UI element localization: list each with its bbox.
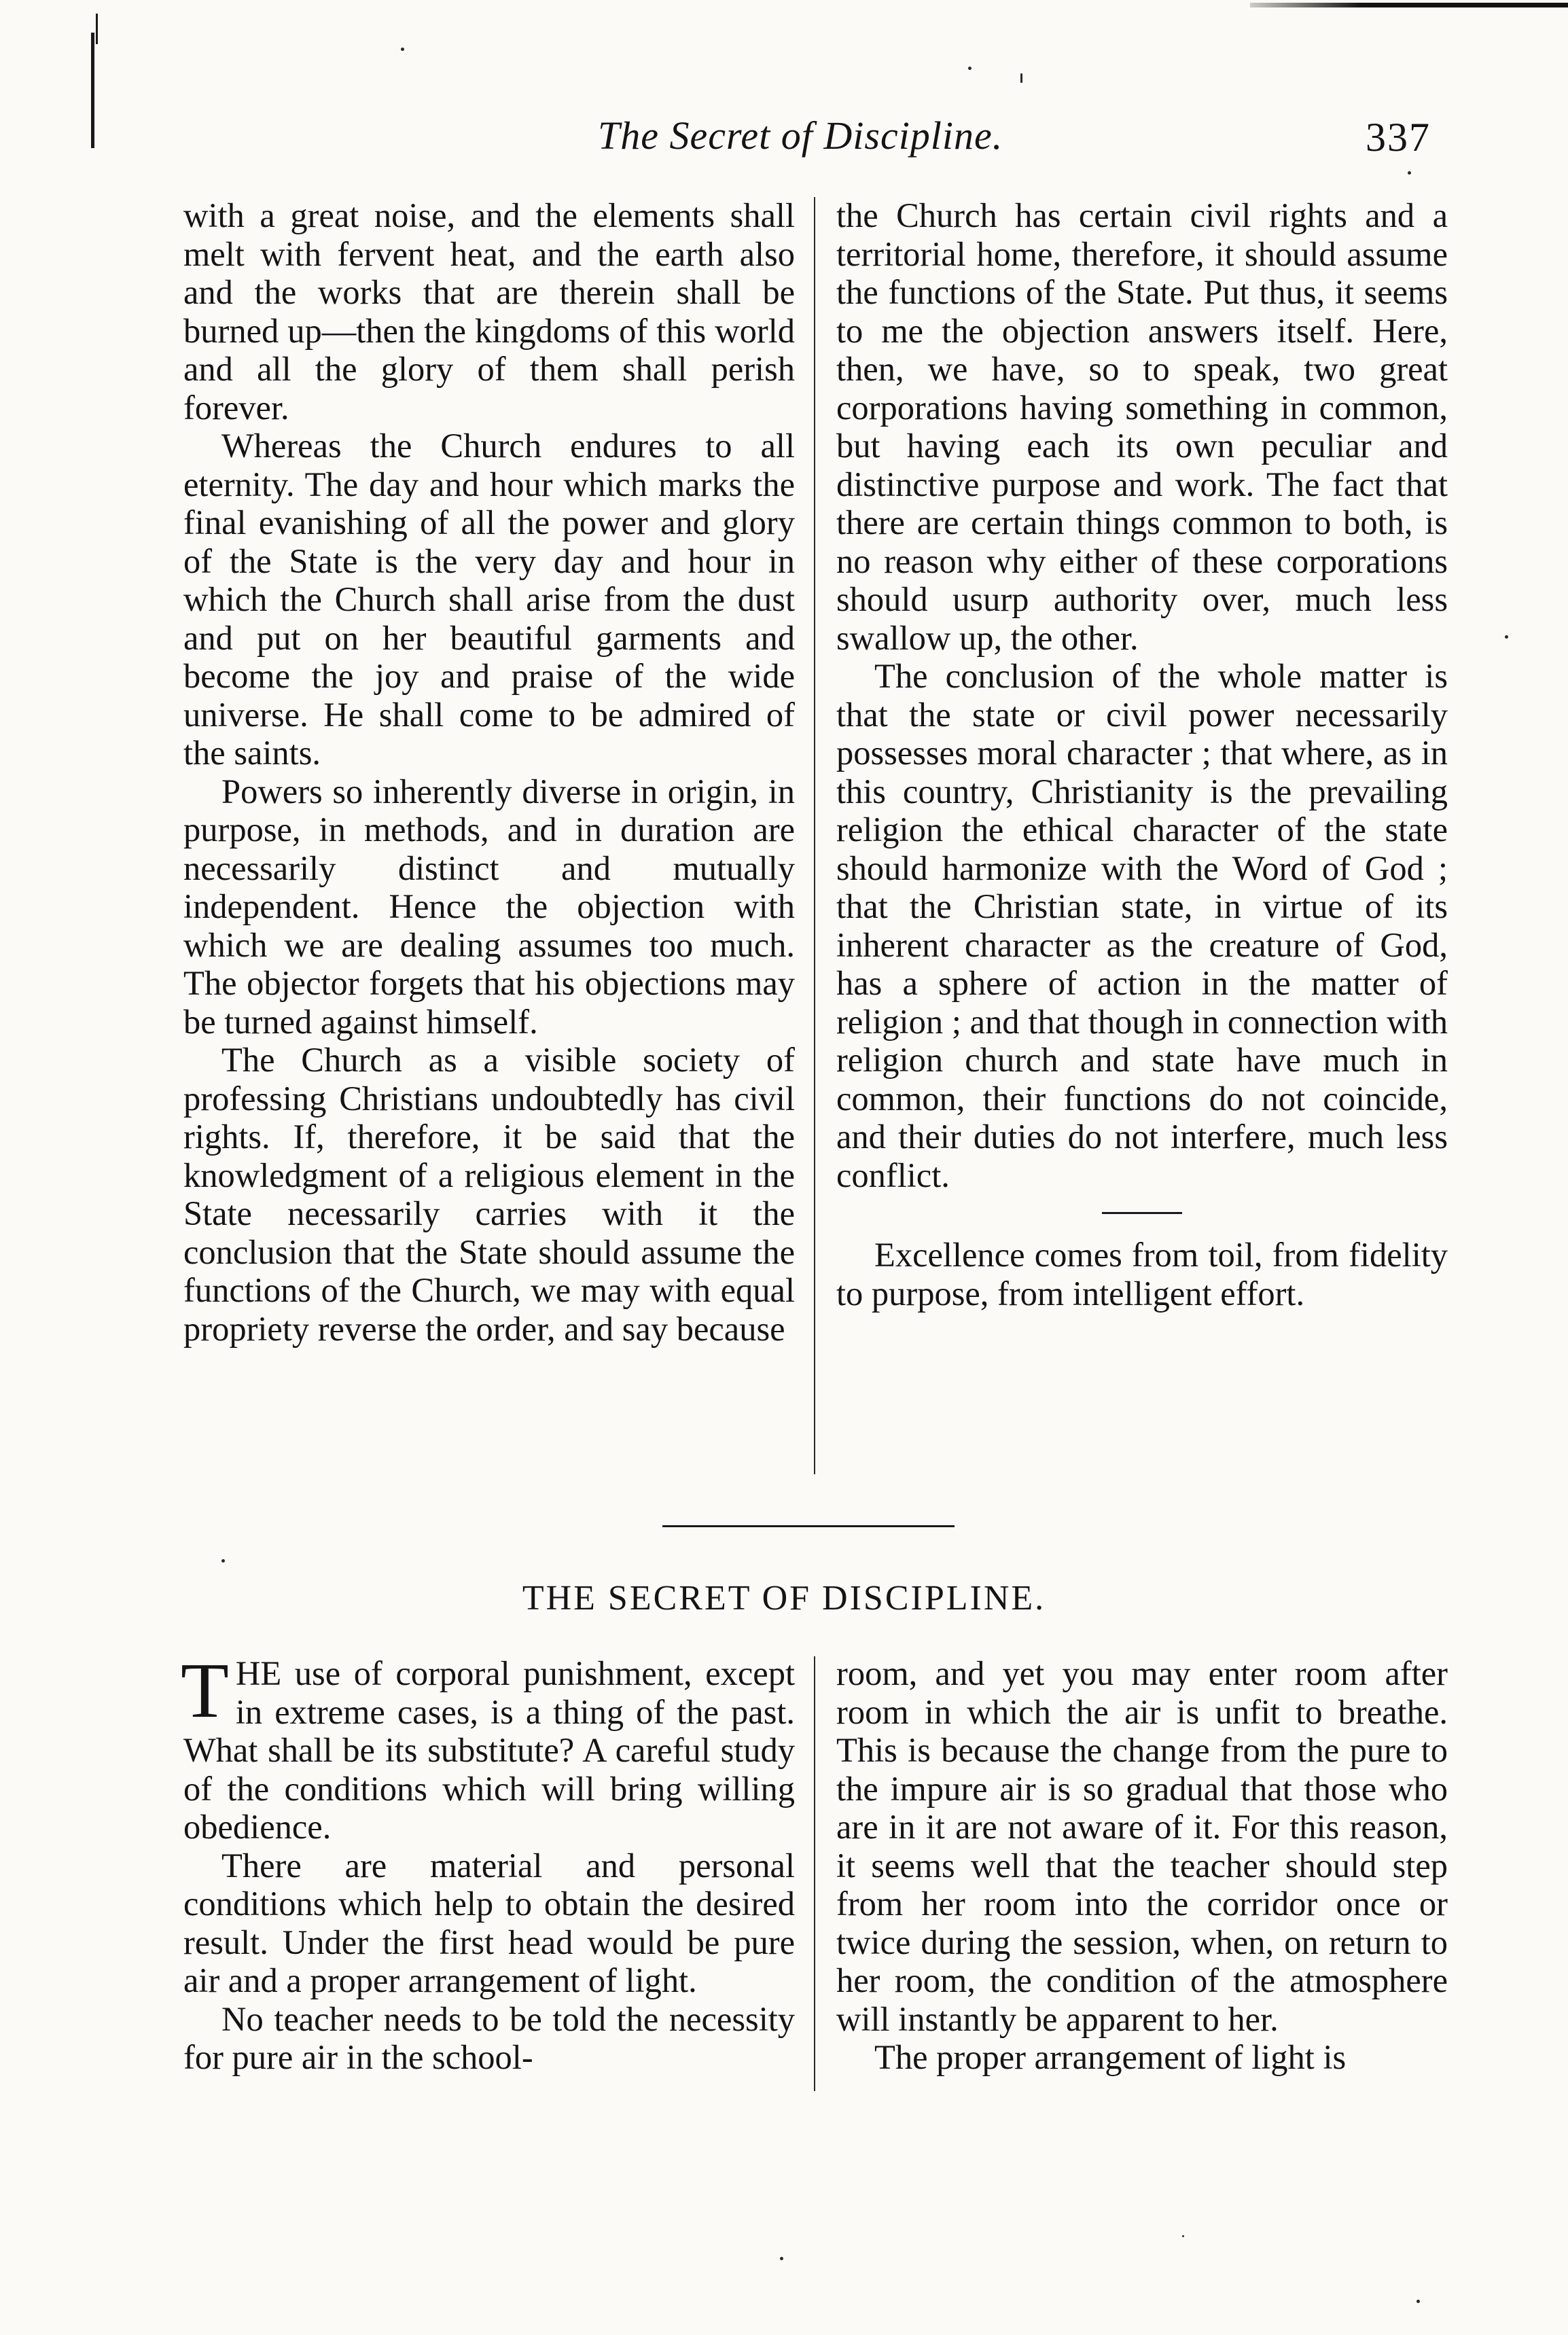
scan-speck [1408, 171, 1411, 175]
top-right-column [836, 196, 1448, 1313]
first-paragraph-text: HE use of corporal punishment, except in extreme cases, is a thing of the past. What shall be its substitute? A careful study of the conditions which will bring willing obedience. [183, 1654, 795, 1846]
section-rule [662, 1525, 955, 1527]
paragraph: No teacher needs to be told the necessity for pure air in the school- [183, 1999, 795, 2076]
scan-speck [1020, 73, 1022, 83]
scan-edge-rule [1250, 3, 1568, 7]
bottom-left-column [181, 1647, 795, 2077]
filler-paragraph: Excellence comes from toil, from fidelity to purpose, from intelligent effort. [836, 1236, 1448, 1313]
scan-binding-mark-small [96, 14, 98, 44]
scan-speck [401, 48, 404, 51]
column-divider [814, 1656, 815, 2091]
scan-speck [968, 67, 972, 70]
paragraph [181, 1647, 795, 1847]
scan-speck [221, 1559, 225, 1563]
paragraph: with a great noise, and the elements shall melt with fervent heat, and the earth also and the works that are therein shall be burned up—then the kingdoms of this world and all the glory of them shall perish forever. [183, 196, 795, 427]
paragraph: The proper arrangement of light is [874, 2038, 1347, 2076]
top-left-column [183, 196, 795, 1348]
scan-speck [780, 2257, 783, 2260]
paragraph: Powers so inherently diverse in origin, in purpose, in methods, and in duration are necessarily distinct and mutually independent. Hence the objection with which we are dealing assumes too much. The objector forgets that his objections may be turned against himself. [183, 772, 795, 1041]
paragraph: room, and yet you may enter room after room in which the air is unfit to breathe. This is because the change from the pure to the impure air is so gradual that those who are in it are not aware of it. For this reason, it seems well that the teacher should step from her room into the corridor once or twice during the session, when, on return to her room, the condition of the atmosphere will instantly be apparent to her. [836, 1654, 1448, 2038]
bottom-right-column [836, 1654, 1448, 2077]
column-divider [814, 197, 815, 1474]
paragraph: The Church as a visible society of professing Christians undoubtedly has civil rights. If, therefore, it be said that the knowledgment of a religious element in the State necessarily carries with it the conclusion that the State should assume the functions of the Church, we may with equal propriety reverse the order, and say because [183, 1041, 795, 1348]
scan-binding-mark [91, 33, 94, 148]
scan-speck [1505, 635, 1508, 639]
paragraph: There are material and personal conditions which help to obtain the desired result. Under the first head would be pure air and a proper arrangement of light. [183, 1846, 795, 1999]
running-head: The Secret of Discipline. [598, 113, 1003, 158]
paragraph: The conclusion of the whole matter is that the state or civil power necessarily possesses moral character ; that where, as in this country, Christianity is the prevailing religion the ethical character of the state should harmonize with the Word of God ; that the Christian state, in virtue of its inherent character as the creature of God, has a sphere of action in the matter of religion ; and that though in connection with religion church and state have much in common, their functions do not coincide, and their duties do not interfere, much less conflict. [836, 657, 1448, 1194]
paragraph: Whereas the Church endures to all eternity. The day and hour which marks the final evanishing of all the power and glory of the State is the very day and hour in which the Church shall arise from the dust and put on her beautiful garments and become the joy and praise of the wide universe. He shall come to be admired of the saints. [183, 427, 795, 772]
paragraph: the Church has certain civil rights and a territorial home, therefore, it should assume the functions of the State. Put thus, it seems to me the objection answers itself. Here, then, we have, so to speak, two great corporations having something in common, but having each its own peculiar and distinctive purpose and work. The fact that there are certain things common to both, is no reason why either of these corporations should usurp authority over, much less swallow up, the other. [836, 196, 1448, 657]
scan-speck [1182, 2235, 1184, 2237]
section-title: THE SECRET OF DISCIPLINE. [522, 1579, 1046, 1618]
page-number: 337 [1366, 115, 1431, 160]
drop-cap: T [181, 1647, 229, 1734]
scan-speck [1416, 2300, 1420, 2303]
short-rule [1102, 1212, 1182, 1214]
